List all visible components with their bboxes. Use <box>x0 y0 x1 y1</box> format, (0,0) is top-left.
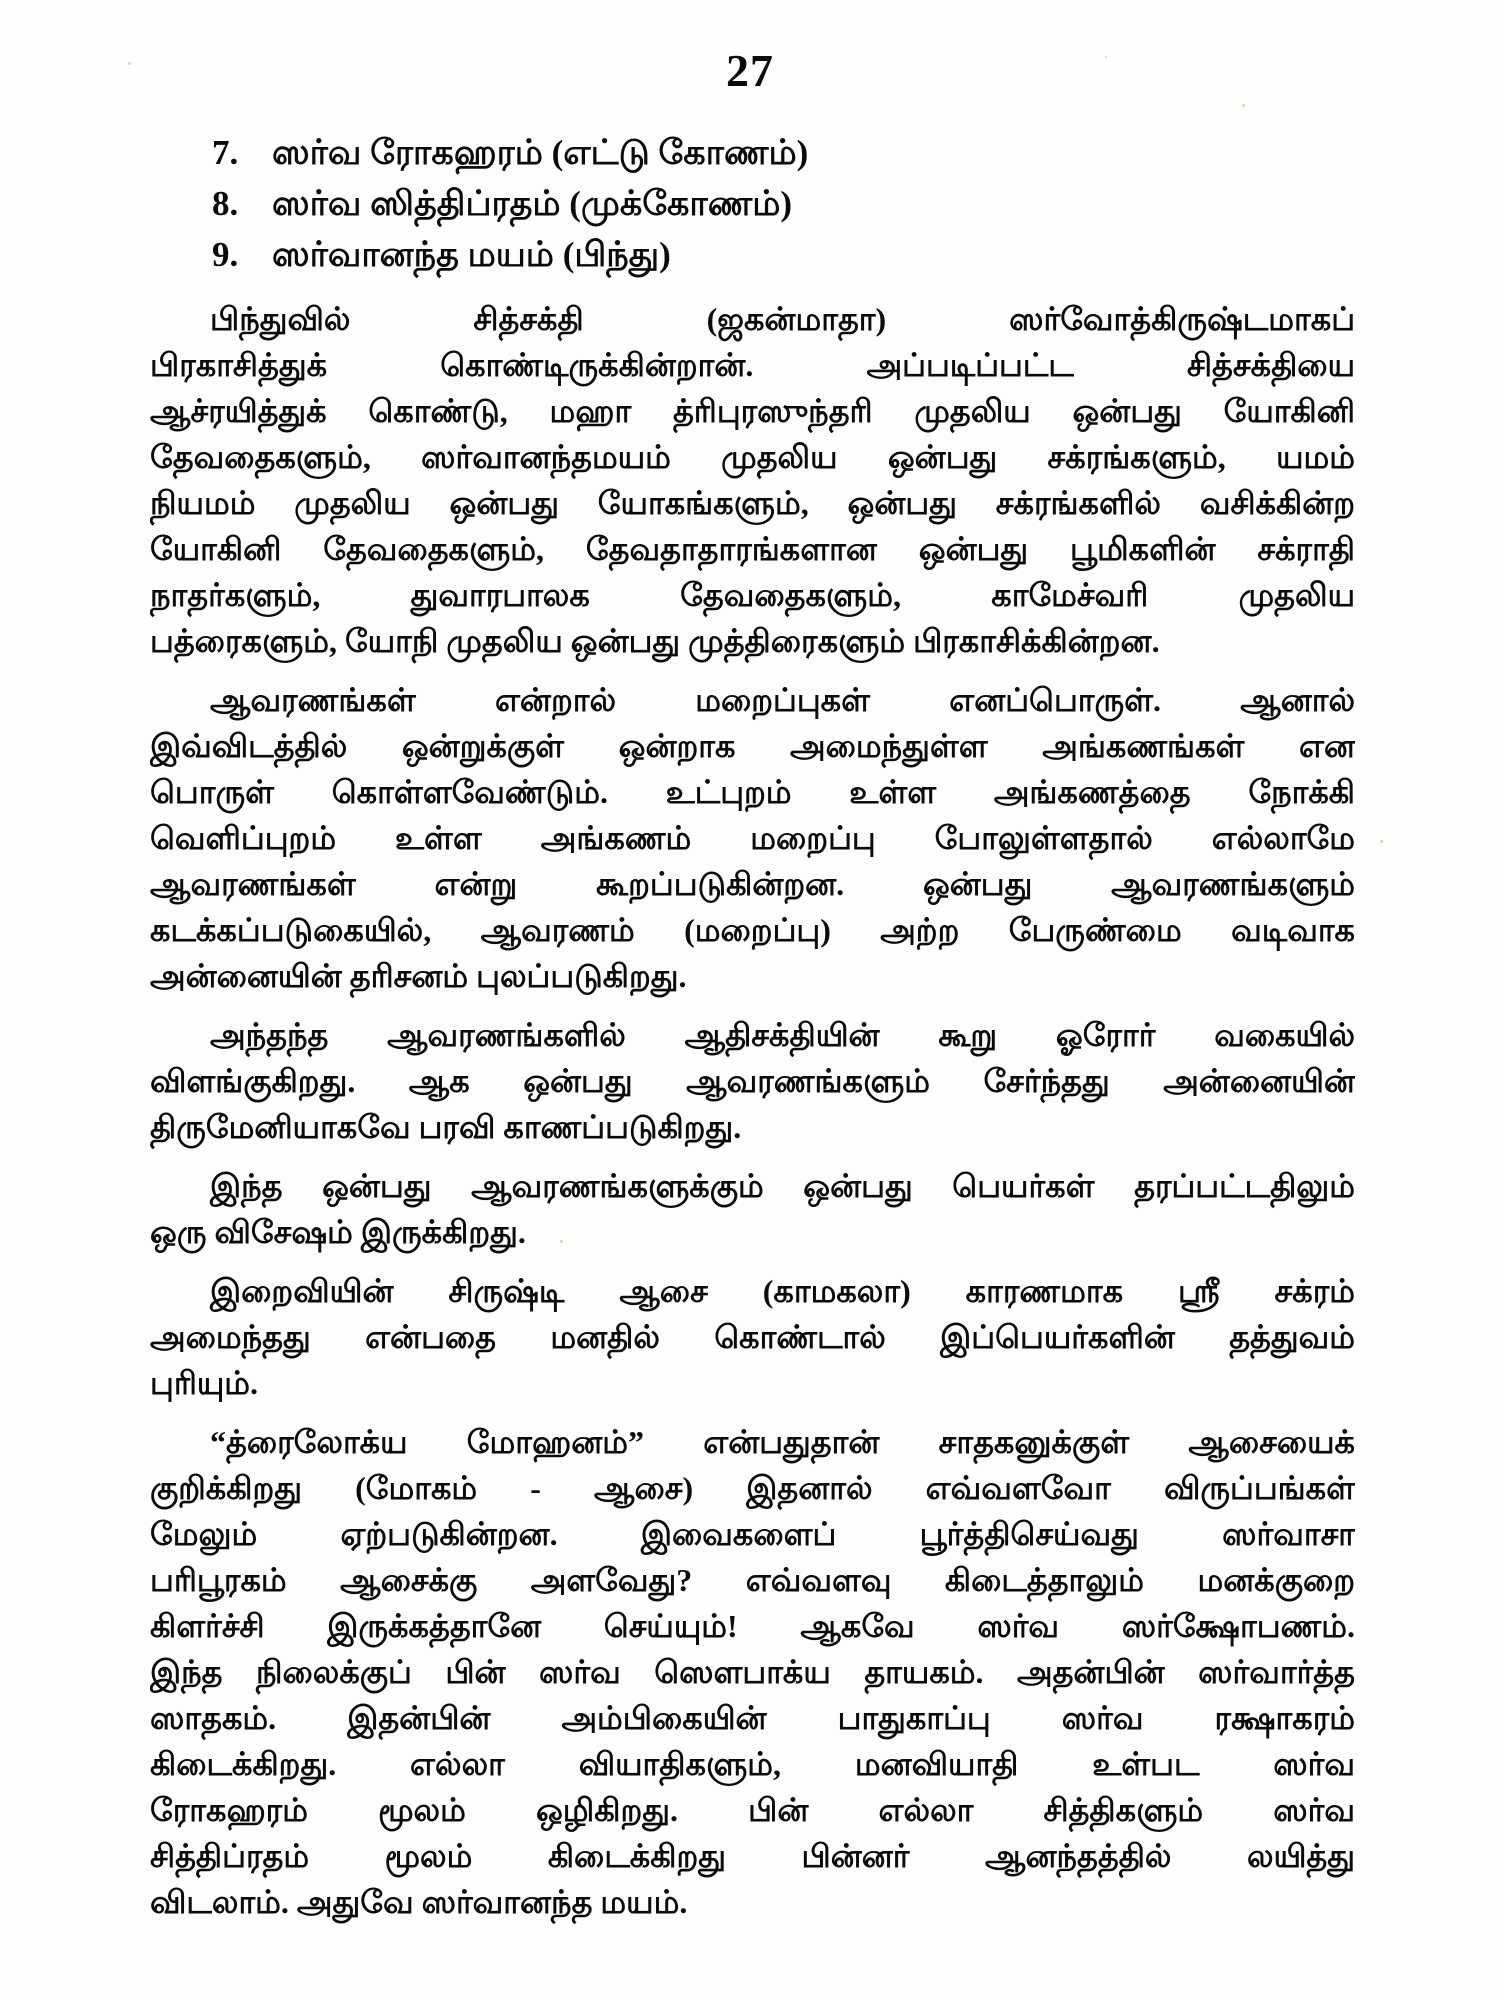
text-line: “த்ரைலோக்ய மோஹனம்” என்பதுதான் சாதகனுக்குள் ஆசையைக் <box>210 1424 1355 1460</box>
body-text <box>150 296 1355 1925</box>
paragraph <box>150 1012 1355 1150</box>
avarana-numbered-list <box>150 127 1355 280</box>
text-line: புரியும். <box>150 1365 259 1401</box>
text-line: நியமம் முதலிய ஒன்பது யோகங்களும், ஒன்பது சக்ரங்களில் வசிக்கின்ற <box>150 485 1355 521</box>
paragraph <box>150 296 1355 664</box>
text-line: ஒரு விசேஷம் இருக்கிறது. <box>150 1214 526 1250</box>
scan-speck <box>128 62 131 65</box>
scan-speck <box>560 1240 563 1243</box>
scan-speck <box>1105 56 1107 58</box>
list-item <box>150 127 1355 178</box>
text-line: வெளிப்புறம் உள்ள அங்கணம் மறைப்பு போலுள்ளதால் எல்லாமே <box>150 820 1355 856</box>
text-line: இவ்விடத்தில் ஒன்றுக்குள் ஒன்றாக அமைந்துள்ள அங்கணங்கள் என <box>150 728 1355 764</box>
text-line: ஆவரணங்கள் என்றால் மறைப்புகள் எனப்பொருள். ஆனால் <box>210 682 1355 718</box>
list-item-number: 7. <box>212 133 239 172</box>
text-line: கடக்கப்படுகையில், ஆவரணம் (மறைப்பு) அற்ற பேருண்மை வடிவாக <box>150 912 1355 948</box>
text-line: அமைந்தது என்பதை மனதில் கொண்டால் இப்பெயர்களின் தத்துவம் <box>150 1319 1355 1355</box>
scan-speck <box>1242 104 1245 107</box>
list-item-number: 9. <box>212 235 239 274</box>
paragraph <box>150 677 1355 999</box>
page-number: 27 <box>726 45 774 96</box>
text-line: பிரகாசித்துக் கொண்டிருக்கின்றான். அப்படிப்பட்ட சித்சக்தியை <box>150 347 1355 383</box>
scan-speck <box>1380 840 1383 843</box>
text-line: சித்திப்ரதம் மூலம் கிடைக்கிறது பின்னர் ஆனந்தத்தில் லயித்து <box>150 1838 1355 1874</box>
text-line: இந்த ஒன்பது ஆவரணங்களுக்கும் ஒன்பது பெயர்கள் தரப்பட்டதிலும் <box>210 1168 1355 1204</box>
text-line: கிடைக்கிறது. எல்லா வியாதிகளும், மனவியாதி உள்பட ஸர்வ <box>150 1746 1355 1782</box>
list-item <box>150 178 1355 229</box>
text-line: மேலும் ஏற்படுகின்றன. இவைகளைப் பூர்த்திசெய்வது ஸர்வாசா <box>150 1516 1355 1552</box>
text-line: நாதர்களும், துவாரபாலக தேவதைகளும், காமேச்வரி முதலிய <box>150 577 1355 613</box>
text-line: பரிபூரகம் ஆசைக்கு அளவேது? எவ்வளவு கிடைத்தாலும் மனக்குறை <box>150 1562 1355 1598</box>
list-item-number: 8. <box>212 184 239 223</box>
text-line: அன்னையின் தரிசனம் புலப்படுகிறது. <box>150 958 687 994</box>
text-line: இறைவியின் சிருஷ்டி ஆசை (காமகலா) காரணமாக ஸ்ரீ சக்ரம் <box>210 1273 1355 1309</box>
list-item <box>150 229 1355 280</box>
paragraph <box>150 1419 1355 1925</box>
list-item-text: ஸர்வ ஸித்திப்ரதம் (முக்கோணம்) <box>272 184 793 223</box>
text-line: யோகினி தேவதைகளும், தேவதாதாரங்களான ஒன்பது பூமிகளின் சக்ராதி <box>150 531 1355 567</box>
text-line: விளங்குகிறது. ஆக ஒன்பது ஆவரணங்களும் சேர்ந்தது அன்னையின் <box>150 1063 1355 1099</box>
text-line: தேவதைகளும், ஸர்வானந்தமயம் முதலிய ஒன்பது சக்ரங்களும், யமம் <box>150 439 1355 475</box>
page-content <box>150 127 1355 1925</box>
list-item-text: ஸர்வ ரோகஹரம் (எட்டு கோணம்) <box>272 133 809 172</box>
text-line: ஸாதகம். இதன்பின் அம்பிகையின் பாதுகாப்பு ஸர்வ ரக்ஷாகரம் <box>150 1700 1355 1736</box>
text-line: திருமேனியாகவே பரவி காணப்படுகிறது. <box>150 1109 742 1145</box>
text-line: குறிக்கிறது (மோகம் - ஆசை) இதனால் எவ்வளவோ விருப்பங்கள் <box>150 1470 1355 1506</box>
text-line: அந்தந்த ஆவரணங்களில் ஆதிசக்தியின் கூறு ஓரோர் வகையில் <box>210 1017 1355 1053</box>
text-line: கிளர்ச்சி இருக்கத்தானே செய்யும்! ஆகவே ஸர்வ ஸர்க்ஷோபணம். <box>150 1608 1355 1644</box>
paragraph <box>150 1163 1355 1255</box>
text-line: ரோகஹரம் மூலம் ஒழிகிறது. பின் எல்லா சித்திகளும் ஸர்வ <box>150 1792 1355 1828</box>
text-line: ஆவரணங்கள் என்று கூறப்படுகின்றன. ஒன்பது ஆவரணங்களும் <box>150 866 1355 902</box>
text-line: பிந்துவில் சித்சக்தி (ஜகன்மாதா) ஸர்வோத்கிருஷ்டமாகப் <box>210 301 1355 337</box>
text-line: விடலாம். அதுவே ஸர்வானந்த மயம். <box>150 1884 688 1920</box>
text-line: இந்த நிலைக்குப் பின் ஸர்வ ஸௌபாக்ய தாயகம். அதன்பின் ஸர்வார்த்த <box>150 1654 1355 1690</box>
paragraph <box>150 1268 1355 1406</box>
text-line: பொருள் கொள்ளவேண்டும். உட்புறம் உள்ள அங்கணத்தை நோக்கி <box>150 774 1355 810</box>
text-line: ஆச்ரயித்துக் கொண்டு, மஹா த்ரிபுரஸுந்தரி முதலிய ஒன்பது யோகினி <box>150 393 1355 429</box>
list-item-text: ஸர்வானந்த மயம் (பிந்து) <box>272 235 671 274</box>
text-line: பத்ரைகளும், யோநி முதலிய ஒன்பது முத்திரைகளும் பிரகாசிக்கின்றன. <box>150 623 1160 659</box>
